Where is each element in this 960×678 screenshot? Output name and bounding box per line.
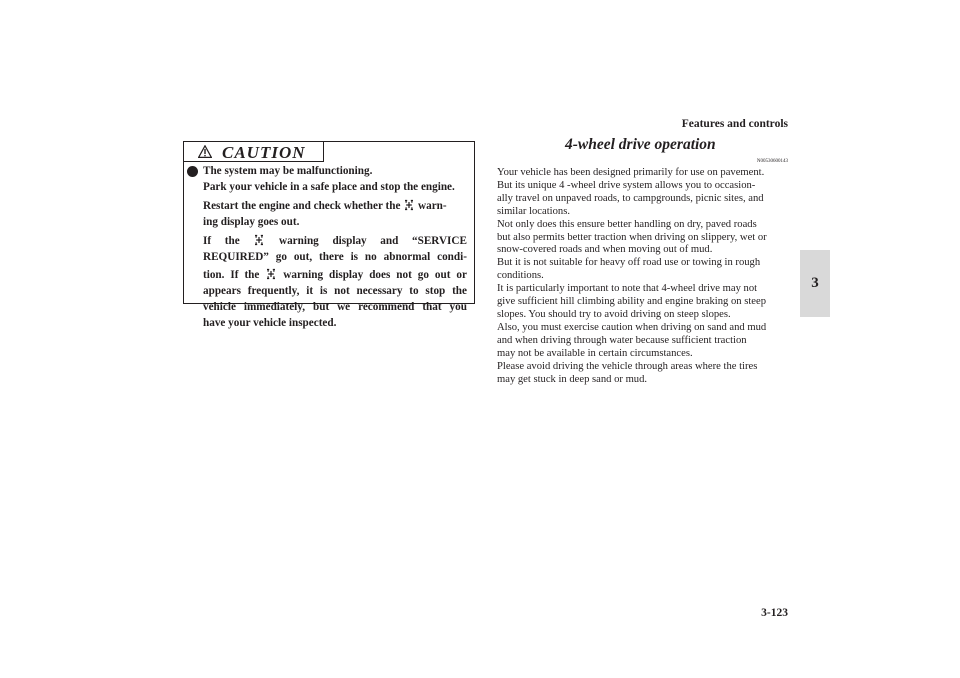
body-line: conditions. (497, 270, 544, 282)
body-line: But its unique 4 -wheel drive system allows you to occasion- (497, 179, 756, 191)
caution-header (184, 142, 324, 162)
body-line: It is particularly important to note that 4-wheel drive may not (497, 283, 758, 295)
caution-vehicle-line: vehicle immediately, but we recommend that you (203, 301, 467, 314)
header-title: Features and controls (681, 118, 788, 130)
caution-line: Park your vehicle in a safe place and stop the engine. (203, 180, 455, 193)
body-line: give sufficient hill climbing ability and engine braking on steep (497, 296, 767, 308)
section-title: 4-wheel drive operation (565, 136, 716, 153)
body-line: ally travel on unpaved roads, to campgrounds, picnic sites, and (497, 192, 764, 204)
caution-line: The system may be malfunctioning. (203, 165, 373, 177)
body-line: may not be available in certain circumstances. (497, 347, 693, 359)
body-line: may get stuck in deep sand or mud. (497, 373, 648, 385)
chapter-tab[interactable]: 3 (800, 250, 830, 317)
body-line: snow-covered roads and when moving out of mud. (497, 244, 713, 256)
caution-line: have your vehicle inspected. (203, 317, 337, 330)
caution-required-line: REQUIRED” go out, there is no abnormal condi- (203, 250, 467, 263)
caution-line: ing display goes out. (203, 215, 300, 228)
body-line: Not only does this ensure better handling on dry, paved roads (497, 218, 757, 230)
caution-if-line: If the warning display and “SERVICE (203, 234, 467, 247)
body-line: But it is not suitable for heavy off road use or towing in rough (497, 257, 761, 269)
bullet-icon (187, 166, 198, 177)
body-line: Please avoid driving the vehicle through areas where the tires (497, 360, 758, 372)
body-line: and when driving through water because sufficient traction (497, 334, 747, 346)
caution-restart-line: Restart the engine and check whether the warn- (203, 199, 447, 212)
body-line: Your vehicle has been designed primarily for use on pavement. (497, 167, 765, 178)
4wd-warning-icon (254, 234, 264, 246)
caution-appears-line: appears frequently, it is not necessary to stop the (203, 285, 467, 298)
caution-label: CAUTION (222, 143, 306, 162)
page-number: 3-123 (761, 607, 788, 619)
body-line: slopes. You should try to avoid driving on steep slopes. (497, 308, 731, 320)
section-body (497, 167, 788, 386)
caution-box (183, 141, 475, 330)
4wd-warning-icon (266, 268, 276, 280)
4wd-warning-icon (404, 199, 414, 211)
caution-body (203, 164, 467, 332)
body-line: similar locations. (497, 205, 570, 217)
body-line: Also, you must exercise caution when driving on sand and mud (497, 321, 767, 333)
body-line: but also permits better traction when driving on slippery, wet or (497, 231, 767, 243)
reference-code: N00530600143 (756, 159, 788, 164)
caution-tion-line: tion. If the warning display does not go out or (203, 269, 467, 282)
warning-triangle-icon (198, 145, 212, 158)
